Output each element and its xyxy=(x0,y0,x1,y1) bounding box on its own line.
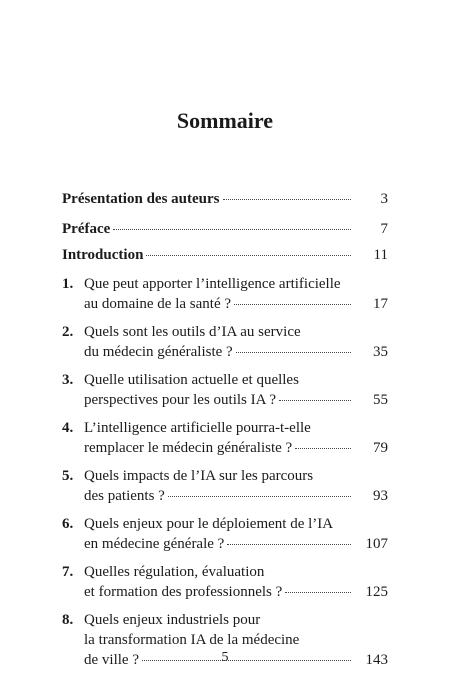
chapter-title-line: Quels enjeux pour le déploiement de l’IA xyxy=(84,516,334,532)
chapter-title-line: Quels sont les outils d’IA au service xyxy=(84,324,301,340)
toc-entry-authors xyxy=(62,189,388,209)
dot-leader xyxy=(168,496,351,497)
toc-entry-introduction xyxy=(62,245,388,265)
dot-leader xyxy=(113,229,351,230)
chapter-number: 3. xyxy=(62,372,74,388)
toc-page-number: 107 xyxy=(365,536,388,552)
toc-page-number: 55 xyxy=(373,392,388,408)
toc-entry-preface xyxy=(62,219,388,239)
chapter-title-line: des patients ? xyxy=(84,488,165,504)
dot-leader xyxy=(279,400,351,401)
toc-page-number: 7 xyxy=(380,221,388,237)
chapter-title-line: et formation des professionnels ? xyxy=(84,584,283,600)
chapter-title-line: Quelles régulation, évaluation xyxy=(84,564,265,580)
dot-leader xyxy=(236,352,351,353)
chapter-number: 1. xyxy=(62,276,74,292)
toc-page-number: 3 xyxy=(380,191,388,207)
dot-leader xyxy=(227,544,351,545)
chapter-title-line: Quels impacts de l’IA sur les parcours xyxy=(84,468,314,484)
toc-page-number: 93 xyxy=(373,488,388,504)
chapter-number: 8. xyxy=(62,612,74,628)
chapter-title-line: Quels enjeux industriels pour xyxy=(84,612,261,628)
toc-entry-chapter-7 xyxy=(62,562,388,602)
chapter-title-line: Quelle utilisation actuelle et quelles xyxy=(84,372,299,388)
chapter-number: 7. xyxy=(62,564,74,580)
chapter-number: 5. xyxy=(62,468,74,484)
chapter-title-line: remplacer le médecin généraliste ? xyxy=(84,440,293,456)
toc-page-number: 35 xyxy=(373,344,388,360)
chapter-title-line: Que peut apporter l’intelligence artificielle xyxy=(84,276,341,292)
dot-leader xyxy=(223,199,352,200)
chapter-number: 6. xyxy=(62,516,74,532)
toc-entry-chapter-2 xyxy=(62,322,388,362)
toc-page-number: 17 xyxy=(373,296,388,312)
dot-leader xyxy=(234,304,351,305)
chapter-title-line: de ville ? xyxy=(84,652,139,668)
toc-page-number: 11 xyxy=(373,247,388,263)
page-title: Sommaire xyxy=(176,108,274,133)
chapter-number: 4. xyxy=(62,420,74,436)
toc-entry-chapter-4 xyxy=(62,418,388,458)
chapter-title-line: perspectives pour les outils IA ? xyxy=(84,392,277,408)
toc-entry-chapter-3 xyxy=(62,370,388,410)
toc-entry-label: Présentation des auteurs xyxy=(62,191,220,207)
chapter-title-line: au domaine de la santé ? xyxy=(84,296,232,312)
chapter-number: 2. xyxy=(62,324,74,340)
toc-entry-chapter-6 xyxy=(62,514,388,554)
toc-page-number: 125 xyxy=(365,584,388,600)
chapter-title-line: L’intelligence artificielle pourra-t-elle xyxy=(84,420,311,436)
toc-page-number: 143 xyxy=(365,652,388,668)
toc-entry-chapter-1 xyxy=(62,274,388,314)
toc-page-number: 79 xyxy=(373,440,388,456)
toc-entry-label: Introduction xyxy=(62,247,144,263)
chapter-title-line: en médecine générale ? xyxy=(84,536,225,552)
chapter-title-line: la transformation IA de la médecine xyxy=(84,632,300,648)
dot-leader xyxy=(285,592,351,593)
toc-entry-label: Préface xyxy=(62,221,111,237)
chapter-title-line: du médecin généraliste ? xyxy=(84,344,233,360)
toc-entry-chapter-5 xyxy=(62,466,388,506)
page-folio: 5 xyxy=(221,650,229,665)
dot-leader xyxy=(146,255,351,256)
dot-leader xyxy=(295,448,351,449)
table-of-contents xyxy=(62,189,388,670)
